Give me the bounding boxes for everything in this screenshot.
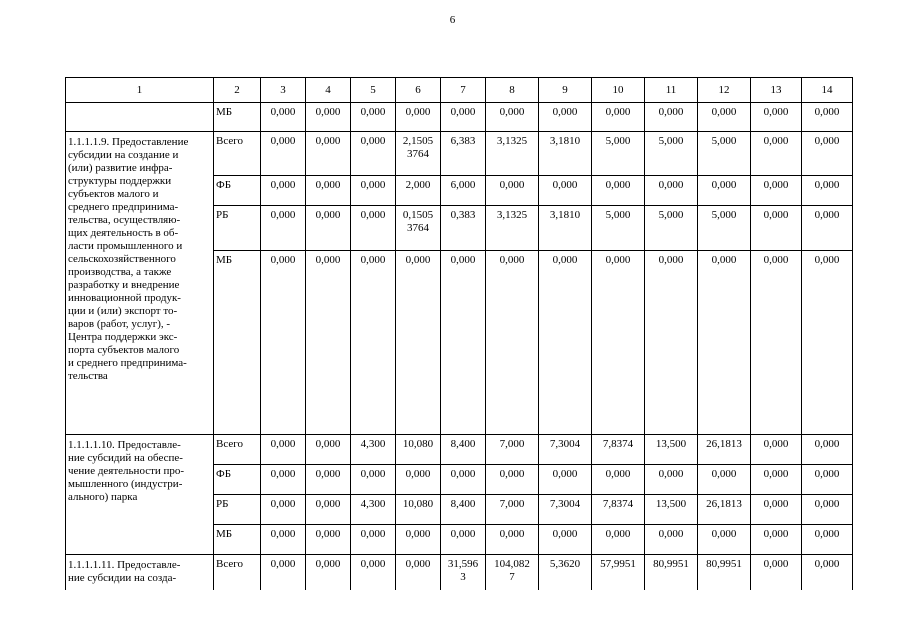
value-cell: 6,383: [441, 132, 486, 176]
measure-name-line: варов (работ, услуг), -: [68, 318, 171, 330]
measure-name-line: субъектов малого и: [68, 188, 159, 200]
table-body: [66, 78, 853, 591]
value-cell: 26,1813: [698, 495, 751, 525]
table-row: [66, 555, 853, 591]
value-cell: 0,000: [261, 495, 306, 525]
value-cell: 0,000: [486, 176, 539, 206]
value-cell: 0,000: [802, 435, 853, 465]
value-cell: 0,000: [751, 132, 802, 176]
value-cell: 0,000: [592, 525, 645, 555]
value-cell: 0,000: [751, 435, 802, 465]
value-cell: 2,1505 3764: [396, 132, 441, 176]
value-cell: 7,000: [486, 495, 539, 525]
value-cell: 0,000: [261, 206, 306, 251]
value-cell: 0,000: [441, 103, 486, 132]
value-cell: 0,1505 3764: [396, 206, 441, 251]
value-cell: 0,000: [261, 435, 306, 465]
value-cell: 0,383: [441, 206, 486, 251]
measure-name-line: ции и (или) экспорт то-: [68, 305, 178, 317]
value-cell: 0,000: [539, 251, 592, 435]
value-cell: 0,000: [261, 103, 306, 132]
value-cell: 0,000: [645, 176, 698, 206]
value-cell: 0,000: [802, 555, 853, 591]
value-cell: 0,000: [351, 176, 396, 206]
value-cell: 0,000: [751, 176, 802, 206]
measure-name-line: сельскохозяйственного: [68, 253, 176, 265]
value-cell: 0,000: [486, 251, 539, 435]
col-header: 4: [306, 78, 351, 103]
value-cell: 0,000: [351, 465, 396, 495]
value-cell: 0,000: [261, 525, 306, 555]
name-cell: [66, 103, 214, 132]
value-cell: 3,1810: [539, 206, 592, 251]
source-cell: МБ: [214, 103, 261, 132]
col-header: 2: [214, 78, 261, 103]
value-cell: 31,596 3: [441, 555, 486, 591]
value-cell: 0,000: [486, 465, 539, 495]
measure-name-cell: [66, 132, 214, 435]
value-cell: 5,3620: [539, 555, 592, 591]
value-cell: 0,000: [261, 555, 306, 591]
value-cell: 0,000: [261, 176, 306, 206]
value-cell: 0,000: [592, 251, 645, 435]
measure-name-cell: [66, 435, 214, 555]
source-cell: МБ: [214, 525, 261, 555]
value-cell: 0,000: [486, 103, 539, 132]
measure-name-line: ние субсидий на обеспе-: [68, 452, 183, 464]
value-cell: 5,000: [645, 132, 698, 176]
value-cell: 57,9951: [592, 555, 645, 591]
col-header: 9: [539, 78, 592, 103]
measure-name-line: чение деятельности про-: [68, 465, 185, 477]
budget-table: [65, 77, 853, 590]
value-cell: 0,000: [306, 525, 351, 555]
measure-name-line: структуры поддержки: [68, 175, 172, 187]
source-cell: РБ: [214, 206, 261, 251]
value-cell: 0,000: [645, 525, 698, 555]
value-cell: 0,000: [539, 525, 592, 555]
value-cell: 0,000: [441, 525, 486, 555]
col-header: 6: [396, 78, 441, 103]
value-cell: 104,082 7: [486, 555, 539, 591]
table-row: [66, 103, 853, 132]
value-cell: 26,1813: [698, 435, 751, 465]
header-row: [66, 78, 853, 103]
value-cell: 8,400: [441, 435, 486, 465]
col-header: 3: [261, 78, 306, 103]
value-cell: 5,000: [698, 132, 751, 176]
value-cell: 0,000: [306, 495, 351, 525]
value-cell: 4,300: [351, 435, 396, 465]
value-cell: 13,500: [645, 435, 698, 465]
measure-name-cell: [66, 555, 214, 591]
value-cell: 0,000: [351, 103, 396, 132]
measure-name-line: ального) парка: [68, 491, 138, 503]
value-cell: 4,300: [351, 495, 396, 525]
value-cell: 0,000: [539, 176, 592, 206]
value-cell: 0,000: [645, 465, 698, 495]
value-cell: 0,000: [351, 555, 396, 591]
value-cell: 0,000: [396, 555, 441, 591]
source-cell: РБ: [214, 495, 261, 525]
value-cell: 5,000: [698, 206, 751, 251]
measure-name-line: ласти промышленного и: [68, 240, 183, 252]
value-cell: 0,000: [802, 132, 853, 176]
value-cell: 0,000: [802, 495, 853, 525]
value-cell: 0,000: [802, 176, 853, 206]
value-cell: 80,9951: [645, 555, 698, 591]
col-header: 12: [698, 78, 751, 103]
value-cell: 0,000: [306, 465, 351, 495]
measure-name-line: тельства: [68, 370, 108, 382]
col-header: 11: [645, 78, 698, 103]
measure-name-line: мышленного (индустри-: [68, 478, 183, 490]
value-cell: 0,000: [698, 465, 751, 495]
value-cell: 0,000: [486, 525, 539, 555]
value-cell: 0,000: [802, 465, 853, 495]
value-cell: 0,000: [261, 132, 306, 176]
value-cell: 0,000: [306, 176, 351, 206]
value-cell: 0,000: [802, 525, 853, 555]
value-cell: 0,000: [802, 251, 853, 435]
source-cell: ФБ: [214, 465, 261, 495]
value-cell: 7,3004: [539, 435, 592, 465]
value-cell: 5,000: [592, 132, 645, 176]
measure-name-line: 1.1.1.1.9. Предоставление: [68, 136, 189, 148]
measure-name-line: 1.1.1.1.11. Предоставле-: [68, 559, 181, 571]
value-cell: 7,000: [486, 435, 539, 465]
value-cell: 0,000: [396, 251, 441, 435]
value-cell: 8,400: [441, 495, 486, 525]
source-cell: Всего: [214, 435, 261, 465]
page-number: 6: [449, 14, 456, 26]
value-cell: 0,000: [751, 555, 802, 591]
value-cell: 0,000: [261, 251, 306, 435]
value-cell: 0,000: [751, 525, 802, 555]
value-cell: 0,000: [396, 525, 441, 555]
measure-name-line: инновационной продук-: [68, 292, 181, 304]
col-header: 5: [351, 78, 396, 103]
value-cell: 3,1325: [486, 132, 539, 176]
source-cell: Всего: [214, 132, 261, 176]
value-cell: 0,000: [306, 555, 351, 591]
measure-name-line: производства, а также: [68, 266, 172, 278]
value-cell: 0,000: [306, 103, 351, 132]
value-cell: 0,000: [306, 132, 351, 176]
source-cell: Всего: [214, 555, 261, 591]
value-cell: 0,000: [751, 465, 802, 495]
value-cell: 0,000: [306, 206, 351, 251]
measure-name-line: ние субсидии на созда-: [68, 572, 177, 584]
measure-name-line: и среднего предпринима-: [68, 357, 187, 369]
value-cell: 0,000: [751, 251, 802, 435]
value-cell: 0,000: [645, 251, 698, 435]
col-header: 13: [751, 78, 802, 103]
value-cell: 2,000: [396, 176, 441, 206]
table-row: [66, 132, 853, 176]
value-cell: 0,000: [351, 206, 396, 251]
value-cell: 0,000: [441, 251, 486, 435]
value-cell: 0,000: [592, 176, 645, 206]
measure-name-line: субсидии на создание и: [68, 149, 179, 161]
value-cell: 0,000: [645, 103, 698, 132]
value-cell: 7,3004: [539, 495, 592, 525]
value-cell: 0,000: [396, 465, 441, 495]
value-cell: 0,000: [802, 206, 853, 251]
value-cell: 0,000: [698, 251, 751, 435]
value-cell: 0,000: [351, 251, 396, 435]
value-cell: 0,000: [802, 103, 853, 132]
value-cell: 0,000: [306, 435, 351, 465]
value-cell: 3,1325: [486, 206, 539, 251]
measure-name-line: Центра поддержки экс-: [68, 331, 178, 343]
value-cell: 0,000: [698, 176, 751, 206]
col-header: 7: [441, 78, 486, 103]
value-cell: 0,000: [396, 103, 441, 132]
measure-name-line: среднего предпринима-: [68, 201, 179, 213]
value-cell: 0,000: [698, 103, 751, 132]
value-cell: 0,000: [306, 251, 351, 435]
value-cell: 0,000: [592, 465, 645, 495]
measure-name-line: (или) развитие инфра-: [68, 162, 173, 174]
col-header: 14: [802, 78, 853, 103]
measure-name-line: 1.1.1.1.10. Предоставле-: [68, 439, 181, 451]
col-header: 8: [486, 78, 539, 103]
value-cell: 7,8374: [592, 495, 645, 525]
value-cell: 0,000: [751, 103, 802, 132]
value-cell: 13,500: [645, 495, 698, 525]
value-cell: 0,000: [261, 465, 306, 495]
value-cell: 10,080: [396, 435, 441, 465]
value-cell: 0,000: [441, 465, 486, 495]
value-cell: 3,1810: [539, 132, 592, 176]
value-cell: 80,9951: [698, 555, 751, 591]
value-cell: 0,000: [351, 132, 396, 176]
value-cell: 0,000: [751, 495, 802, 525]
measure-name-line: разработку и внедрение: [68, 279, 180, 291]
col-header: 1: [66, 78, 214, 103]
value-cell: 0,000: [698, 525, 751, 555]
col-header: 10: [592, 78, 645, 103]
value-cell: 7,8374: [592, 435, 645, 465]
source-cell: МБ: [214, 251, 261, 435]
value-cell: 0,000: [539, 103, 592, 132]
value-cell: 6,000: [441, 176, 486, 206]
value-cell: 0,000: [751, 206, 802, 251]
value-cell: 10,080: [396, 495, 441, 525]
value-cell: 0,000: [351, 525, 396, 555]
value-cell: 0,000: [539, 465, 592, 495]
measure-name-line: тельства, осуществляю-: [68, 214, 181, 226]
measure-name-line: щих деятельность в об-: [68, 227, 179, 239]
source-cell: ФБ: [214, 176, 261, 206]
table-row: [66, 435, 853, 465]
value-cell: 5,000: [645, 206, 698, 251]
measure-name-line: порта субъектов малого: [68, 344, 180, 356]
value-cell: 0,000: [592, 103, 645, 132]
value-cell: 5,000: [592, 206, 645, 251]
